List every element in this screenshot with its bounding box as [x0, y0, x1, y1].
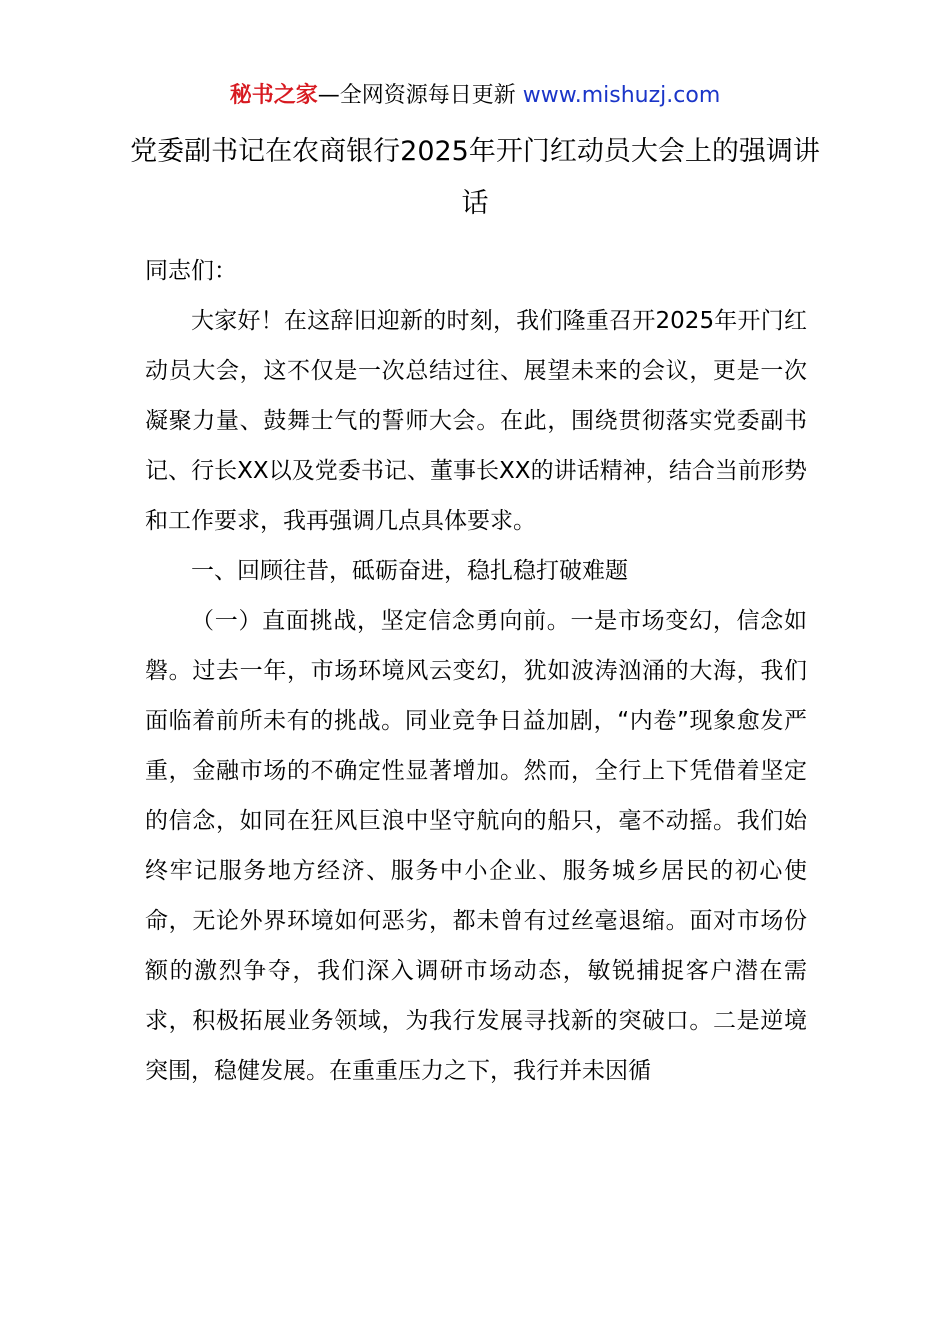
- site-header: [0, 80, 950, 112]
- paragraph-intro: 大家好！在这辞旧迎新的时刻，我们隆重召开2025年开门红动员大会，这不仅是一次总结过往、展望未来的会议，更是一次凝聚力量、鼓舞士气的誓师大会。在此，围绕贯彻落实党委副书记、行长XX以及党委书记、董事长XX的讲话精神，结合当前形势和工作要求，我再强调几点具体要求。: [145, 308, 807, 534]
- paragraph-subsection-1: （一）直面挑战，坚定信念勇向前。一是市场变幻，信念如磐。过去一年，市场环境风云变幻，犹如波涛汹涌的大海，我们面临着前所未有的挑战。同业竞争日益加剧，“内卷”现象愈发严重，金融市场的不确定性显著增加。然而，全行上下凭借着坚定的信念，如同在狂风巨浪中坚守航向的船只，毫不动摇。我们始终牢记服务地方经济、服务中小企业、服务城乡居民的初心使命，无论外界环境如何恶劣，都未曾有过丝毫退缩。面对市场份额的激烈争夺，我们深入调研市场动态，敏锐捕捉客户潜在需求，积极拓展业务领域，为我行发展寻找新的突破口。二是逆境突围，稳健发展。在重重压力之下，我行并未因循: [145, 608, 807, 1084]
- salutation: 同志们：: [145, 258, 237, 284]
- document-title: 党委副书记在农商银行2025年开门红动员大会上的强调讲话: [130, 136, 820, 219]
- site-url-link[interactable]: www.mishuzj.com: [522, 83, 721, 108]
- document-body: [145, 246, 807, 1096]
- site-brand: 秘书之家: [229, 83, 318, 108]
- section-heading-1: 一、回顾往昔，砥砺奋进，稳扎稳打破难题: [191, 558, 628, 584]
- site-tagline: —全网资源每日更新: [317, 83, 523, 108]
